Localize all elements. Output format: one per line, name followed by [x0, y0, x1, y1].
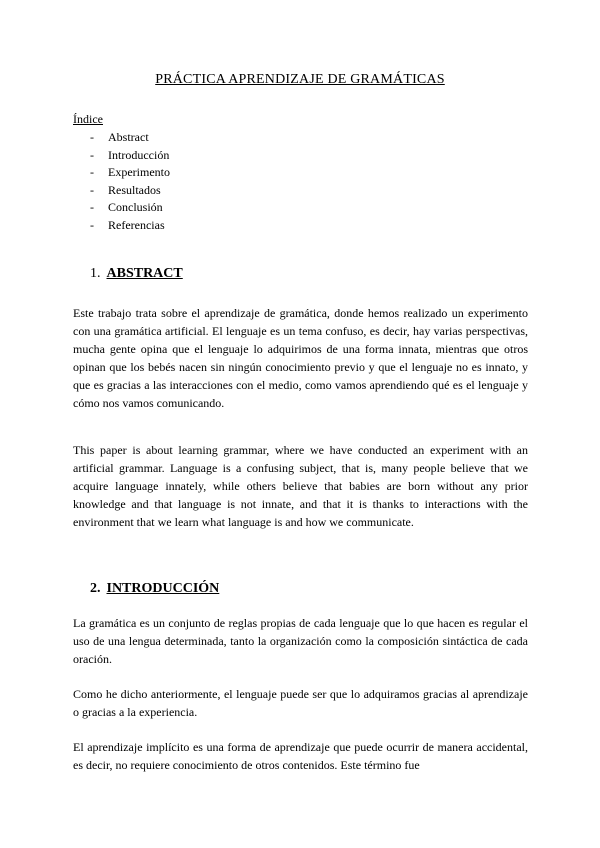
- section-title: ABSTRACT: [106, 266, 183, 281]
- section-number: 2.: [90, 581, 101, 596]
- abstract-paragraph-es: Este trabajo trata sobre el aprendizaje de gramática, donde hemos realizado un experimento con una gramática artificial. El lenguaje es un tema confuso, es decir, hay varias perspectivas, mucha gente opina que el lenguaje lo adquirimos de una forma innata, mientras que otros opinan que los bebés nacen sin ningún conocimiento previo y que el lenguaje no es innato, y que es gracias a las interacciones con el medio, como vamos aprendiendo qué es el lenguaje y cómo nos vamos comunicando.: [73, 306, 528, 410]
- bullet-dash: -: [90, 182, 94, 197]
- bullet-dash: -: [90, 217, 94, 232]
- intro-paragraph: Como he dicho anteriormente, el lenguaje puede ser que lo adquiramos gracias al aprendizaje o gracias a la experiencia.: [73, 687, 528, 719]
- index-item: [90, 217, 170, 235]
- index-item-label: Resultados: [108, 182, 161, 197]
- bullet-dash: -: [90, 130, 94, 144]
- index-item: [90, 164, 170, 182]
- abstract-paragraph-en: This paper is about learning grammar, where we have conducted an experiment with an artificial grammar. Language is a confusing subject, that is, many people believe that we acquire language innately, while others believe that babies are born without any prior knowledge and that language is not innate, and that it is thanks to interactions with the environment that we learn what language is and how we communicate.: [73, 443, 528, 529]
- index-item-label: Introducción: [108, 147, 170, 162]
- bullet-dash: -: [90, 165, 94, 179]
- bullet-dash: -: [90, 200, 94, 214]
- index-item: [90, 199, 170, 217]
- section-title: INTRODUCCIÓN: [106, 581, 220, 596]
- section-heading-abstract: [90, 266, 183, 282]
- index-item-label: Referencias: [108, 217, 165, 232]
- intro-paragraph: La gramática es un conjunto de reglas propias de cada lenguaje que lo que hacen es regular el uso de una lengua determinada, tanto la organización como la composición sintáctica de cada oración.: [73, 616, 528, 666]
- index-list: [90, 129, 170, 234]
- index-item: [90, 147, 170, 165]
- index-item-label: Conclusión: [108, 200, 163, 214]
- document-title: PRÁCTICA APRENDIZAJE DE GRAMÁTICAS: [155, 72, 445, 87]
- section-heading-introduccion: [90, 581, 219, 597]
- index-item: [90, 129, 170, 147]
- bullet-dash: -: [90, 147, 94, 162]
- index-item-label: Experimento: [108, 165, 170, 179]
- section-number: 1.: [90, 266, 101, 281]
- intro-paragraph: El aprendizaje implícito es una forma de aprendizaje que puede ocurrir de manera accidental, es decir, no requiere conocimiento de otros contenidos. Este término fue: [73, 740, 528, 772]
- index-item: [90, 182, 170, 200]
- index-label: Índice: [73, 112, 103, 126]
- index-item-label: Abstract: [108, 130, 149, 144]
